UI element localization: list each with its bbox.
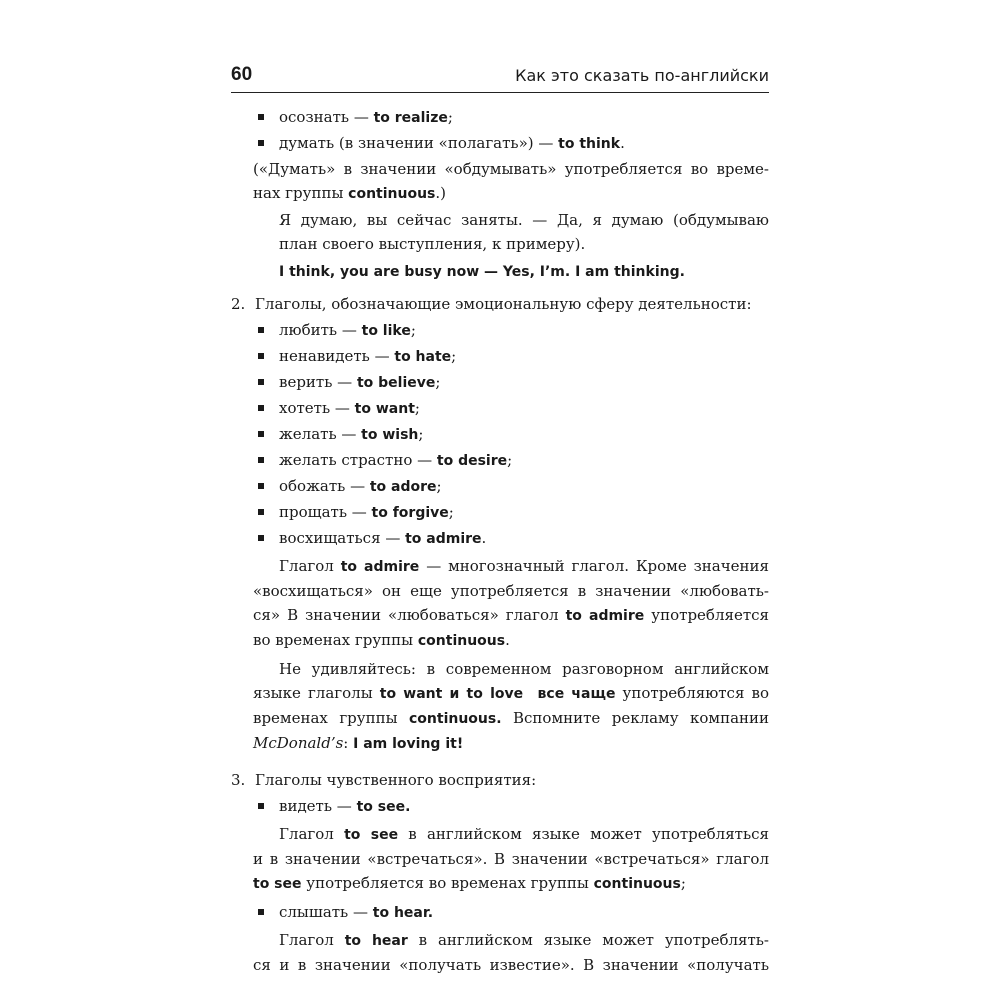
list-item: видеть — to see. (231, 794, 769, 820)
bullet-square-icon (258, 327, 264, 333)
list-item: восхищаться — to admire. (231, 526, 769, 552)
list-item: слышать — to hear. (231, 900, 769, 926)
bullet-square-icon (258, 431, 264, 437)
page-header (231, 62, 769, 93)
bullet-item: осознать — to realize; (231, 105, 769, 131)
page-number: 60 (231, 64, 253, 85)
page-body (231, 105, 769, 977)
paragraph-hear: Глагол to hear в английском языке может употреблять- ся и в значении «получать известие». В значении «получать (253, 931, 770, 974)
paragraph-admire: Глагол to admire — многозначный глагол. Кроме значения «восхищаться» он еще употребляется в значении «любовать- ся» В значении «любоваться» глагол to admire употребляется во временах группы continuous. (253, 557, 769, 649)
section-heading: 3. Глаголы чувственного восприятия: (231, 771, 537, 789)
paragraph-see: Глагол to see в английском языке может употребляться и в значении «встречаться». В значении «встречаться» глагол to see употребляется во временах группы continuous; (253, 825, 770, 892)
list-item: желать — to wish; (231, 422, 769, 448)
bullet-square-icon (258, 457, 264, 463)
bullet-square-icon (258, 405, 264, 411)
note-paragraph: («Думать» в значении «обдумывать» употребляется во време- нах группы continuous.) (253, 160, 769, 202)
bullet-square-icon (258, 509, 264, 515)
example-block: Я думаю, вы сейчас заняты. — Да, я думаю (обдумываю план своего выступления, к примеру). I think, you are busy now — Yes, I’m. I am thinking. (279, 211, 769, 280)
bullet-square-icon (258, 140, 264, 146)
bullet-square-icon (258, 114, 264, 120)
list-item: прощать — to forgive; (231, 500, 769, 526)
section-heading: 2. Глаголы, обозначающие эмоциональную сферу деятельности: (231, 295, 752, 313)
bullet-square-icon (258, 909, 264, 915)
bullet-list (231, 318, 769, 552)
list-item: ненавидеть — to hate; (231, 344, 769, 370)
bullet-square-icon (258, 535, 264, 541)
list-item: хотеть — to want; (231, 396, 769, 422)
list-item: обожать — to adore; (231, 474, 769, 500)
list-item: верить — to believe; (231, 370, 769, 396)
paragraph-modern: Не удивляйтесь: в современном разговорном английском языке глаголы to want и to love все чаще употребляются во временах группы continuous. Вспомните рекламу компании McDonald’s: I am loving it! (253, 660, 770, 752)
bullet-item: думать (в значении «полагать») — to think. (231, 131, 769, 157)
bullet-square-icon (258, 803, 264, 809)
list-item: желать страстно — to desire; (231, 448, 769, 474)
bullet-square-icon (258, 379, 264, 385)
running-title: Как это сказать по-английски (515, 66, 769, 85)
bullet-square-icon (258, 483, 264, 489)
bullet-square-icon (258, 353, 264, 359)
list-item: любить — to like; (231, 318, 769, 344)
